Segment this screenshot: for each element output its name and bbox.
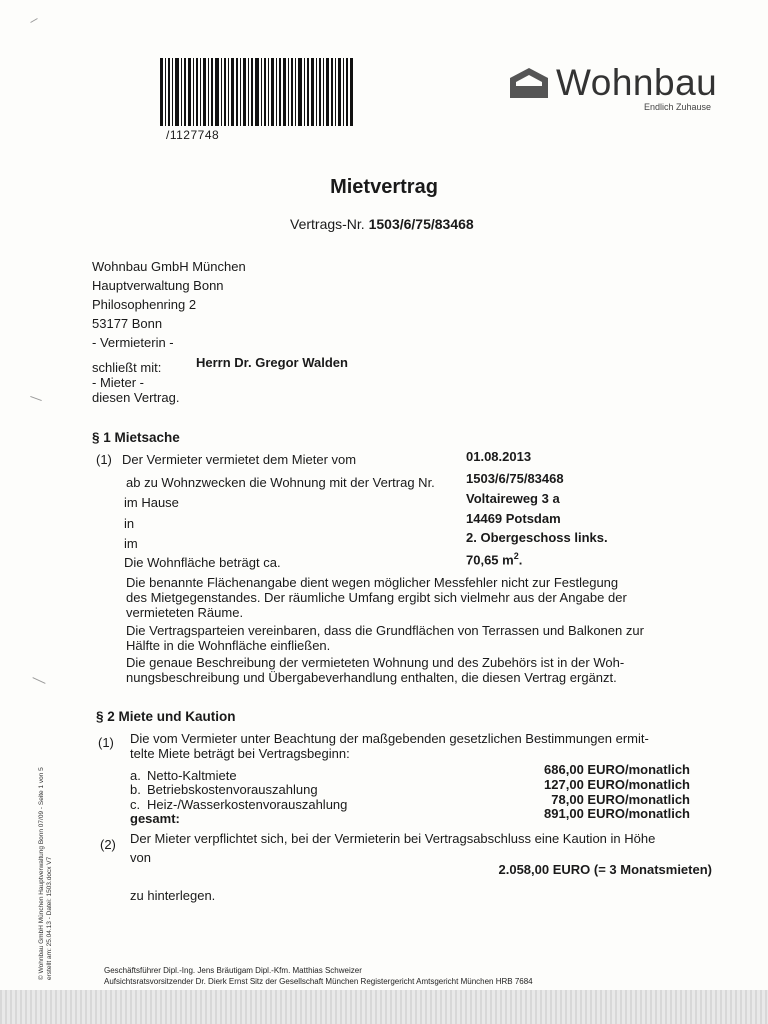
rent-total-label: gesamt:: [130, 811, 180, 826]
contract-number-line: [290, 216, 474, 232]
landlord-role: - Vermieterin -: [92, 335, 174, 350]
house-label: im Hause: [124, 495, 179, 510]
purpose-contract-number: 1503/6/75/83468: [466, 471, 564, 486]
barcode-number: /1127748: [166, 128, 220, 142]
paragraph-line: Die benannte Flächenangabe dient wegen möglicher Messfehler nicht zur Festlegung: [126, 575, 619, 590]
side-note-line: erstellt am: 25.04.13 - Datei: 1503.docx V7: [46, 856, 53, 980]
footer-registry: Aufsichtsratsvorsitzender Dr. Dierk Ernst Sitz der Gesellschaft München Registergericht Amtsgericht München HRB 7684: [104, 977, 533, 986]
contract-number-label: Vertrags-Nr.: [290, 216, 365, 232]
area-number: 70,65 m: [466, 552, 514, 568]
concludes-label: schließt mit:: [92, 360, 162, 375]
rent-item-label: Netto-Kaltmiete: [147, 768, 237, 783]
paragraph-line: des Mietgegenstandes. Der räumliche Umfang ergibt sich vielmehr aus der Angabe der: [126, 590, 627, 605]
barcode: [158, 58, 354, 126]
floor-value: 2. Obergeschoss links.: [466, 530, 608, 545]
area-dot: .: [518, 552, 523, 568]
rent-from-date: 01.08.2013: [466, 449, 532, 464]
paragraph-line: Die vom Vermieter unter Beachtung der maßgebenden gesetzlichen Bestimmungen ermit-: [130, 731, 649, 746]
paragraph-line: Hälfte in die Wohnfläche einfließen.: [126, 638, 331, 653]
scan-mark: [30, 396, 42, 401]
landlord-line: Philosophenring 2: [92, 297, 197, 312]
scan-mark: [30, 18, 37, 23]
side-note-line: © Wohnbau GmbH München Hauptverwaltung Bonn 07/09 - Seite 1 von 5: [38, 767, 45, 980]
rent-item-letter: a.: [130, 768, 141, 783]
contract-label: diesen Vertrag.: [92, 390, 180, 405]
area-label: Die Wohnfläche beträgt ca.: [124, 555, 281, 570]
scan-edge-band: [0, 990, 768, 1024]
section-2-item-number: (1): [98, 735, 114, 750]
rent-item-letter: c.: [130, 797, 141, 812]
rent-item-letter: b.: [130, 782, 141, 797]
rent-item-amount: 127,00 EURO/monatlich: [544, 777, 690, 792]
scan-mark: [32, 677, 45, 684]
paragraph-line: von: [130, 850, 151, 865]
house-address: Voltaireweg 3 a: [466, 491, 560, 506]
rent-item-label: Heiz-/Wasserkostenvorauszahlung: [147, 797, 348, 812]
landlord-line: Hauptverwaltung Bonn: [92, 278, 224, 293]
purpose-text: ab zu Wohnzwecken die Wohnung mit der Vertrag Nr.: [126, 475, 435, 490]
paragraph-line: Der Mieter verpflichtet sich, bei der Vermieterin bei Vertragsabschluss eine Kaution in Höhe: [130, 831, 656, 846]
section-1-item-number: (1): [96, 452, 112, 467]
section-2-heading: § 2 Miete und Kaution: [96, 709, 236, 724]
city-label: in: [124, 516, 135, 531]
rent-from-text: Der Vermieter vermietet dem Mieter vom: [122, 452, 357, 467]
paragraph-line: telte Miete beträgt bei Vertragsbeginn:: [130, 746, 350, 761]
landlord-line: Wohnbau GmbH München: [92, 259, 246, 274]
tenant-role: - Mieter -: [92, 375, 144, 390]
city-value: 14469 Potsdam: [466, 511, 561, 526]
section-2-item-number: (2): [100, 837, 116, 852]
section-1-heading: § 1 Mietsache: [92, 430, 180, 445]
house-icon: [510, 66, 548, 98]
document-title: Mietvertrag: [330, 176, 438, 198]
paragraph-line: Die genaue Beschreibung der vermieteten Wohnung und des Zubehörs ist in der Woh-: [126, 655, 625, 670]
deposit-amount: 2.058,00 EURO (= 3 Monatsmieten): [498, 862, 712, 877]
landlord-line: 53177 Bonn: [92, 316, 163, 331]
floor-label: im: [124, 536, 138, 551]
area-value: [466, 548, 522, 568]
rent-item-amount: 78,00 EURO/monatlich: [551, 792, 690, 807]
logo-slogan: Endlich Zuhause: [644, 102, 712, 112]
tenant-name: Herrn Dr. Gregor Walden: [196, 355, 348, 370]
side-note: [38, 767, 54, 980]
rent-item-amount: 686,00 EURO/monatlich: [544, 762, 690, 777]
footer-management: Geschäftsführer Dipl.-Ing. Jens Bräutigam Dipl.-Kfm. Matthias Schweizer: [104, 966, 362, 975]
rent-item-label: Betriebskostenvorauszahlung: [147, 782, 318, 797]
paragraph-line: vermieteten Räume.: [126, 605, 244, 620]
rent-total-amount: 891,00 EURO/monatlich: [544, 806, 690, 821]
paragraph-line: Die Vertragsparteien vereinbaren, dass die Grundflächen von Terrassen und Balkonen zur: [126, 623, 644, 638]
logo-wordmark: Wohnbau: [556, 62, 718, 103]
deposit-end-text: zu hinterlegen.: [130, 888, 216, 903]
contract-number: 1503/6/75/83468: [368, 216, 474, 232]
area-superscript: 2: [513, 551, 519, 561]
paragraph-line: nungsbeschreibung und Übergabeverhandlung enthalten, die diesen Vertrag ergänzt.: [126, 670, 617, 685]
